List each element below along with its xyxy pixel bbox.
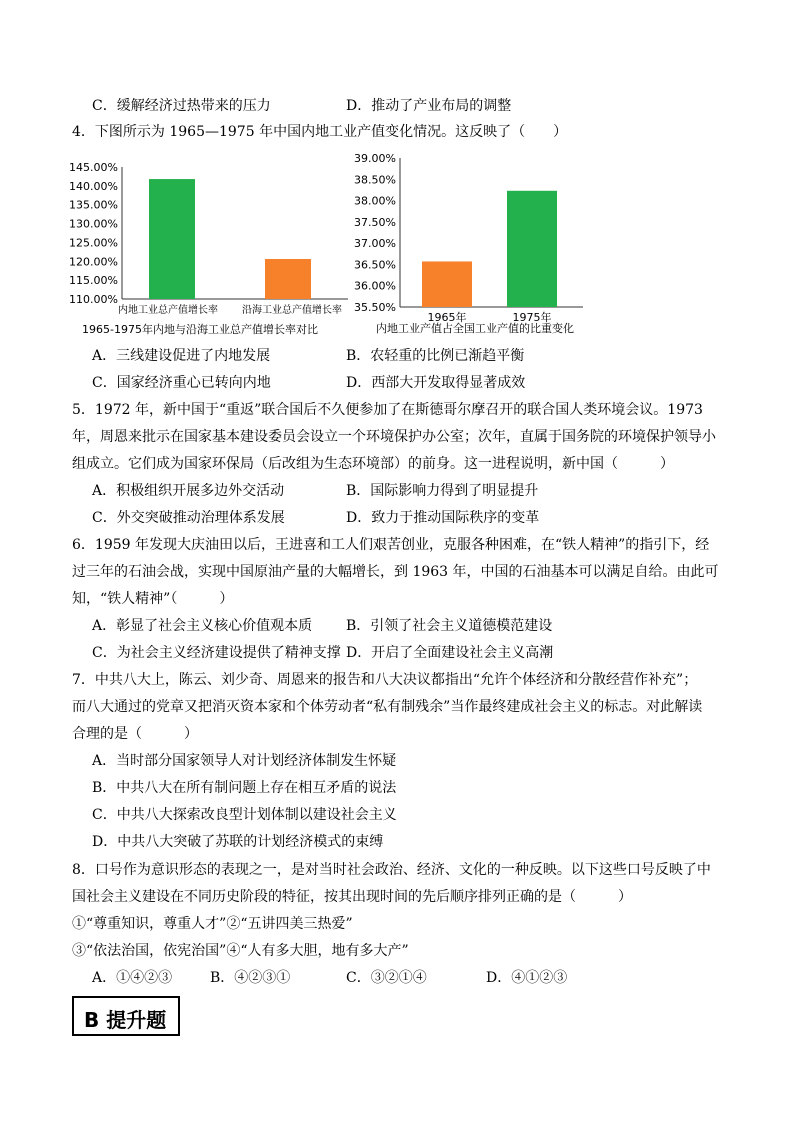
chart-left	[60, 150, 350, 340]
y-tick-label: 37.00%	[354, 237, 396, 251]
y-tick-label: 36.00%	[354, 279, 396, 293]
q8-line-2: 国社会主义建设在不同历史阶段的特征，按其出现时间的先后顺序排列正确的是（ ）	[72, 889, 632, 905]
q6-option-d: D．开启了全面建设社会主义高潮	[346, 645, 554, 661]
q7-line-2: 而八大通过的党章又把消灭资本家和个体劳动者“私有制残余”当作最终建成社会主义的标志。对此解读	[72, 699, 703, 715]
q8-option-d: D．④①②③	[486, 970, 568, 986]
bar	[149, 179, 195, 299]
y-tick-label: 39.00%	[354, 152, 396, 165]
q5-line-2: 年，周恩来批示在国家基本建设委员会设立一个环境保护办公室；次年，直属于国务院的环境保护领导小	[72, 429, 716, 445]
y-tick-label: 115.00%	[69, 274, 118, 288]
y-tick-label: 37.50%	[354, 215, 396, 229]
q6-line-1: 6．1959 年发现大庆油田以后，王进喜和工人们艰苦创业，克服各种困难，在“铁人精神”的指引下，经	[72, 537, 710, 553]
q5-option-d: D．致力于推动国际秩序的变革	[346, 510, 540, 526]
y-tick-label: 125.00%	[69, 236, 118, 250]
q7-option-d: D．中共八大突破了苏联的计划经济模式的束缚	[92, 834, 384, 850]
q5-line-3: 组成立。它们成为国家环保局（后改组为生态环境部）的前身。这一进程说明，新中国（ ）	[72, 456, 674, 472]
y-tick-label: 145.00%	[69, 161, 118, 174]
q6-option-b: B．引领了社会主义道德模范建设	[346, 618, 553, 634]
q7-option-b: B．中共八大在所有制问题上存在相互矛盾的说法	[92, 780, 397, 796]
q7-line-3: 合理的是（ ）	[72, 726, 198, 742]
chart-title: 1965-1975年内地与沿海工业总产值增长率对比	[82, 323, 318, 336]
q6-option-c: C．为社会主义经济建设提供了精神支撑	[92, 645, 341, 661]
x-category-label: 内地工业总产值增长率	[118, 305, 218, 316]
y-tick-label: 130.00%	[69, 217, 118, 231]
section-b-heading: B 提升题	[84, 1008, 167, 1032]
q3-option-d: D．推动了产业布局的调整	[346, 98, 512, 114]
x-category-label: 1975年	[512, 311, 552, 324]
bar	[507, 191, 557, 307]
q4-option-b: B．农轻重的比例已渐趋平衡	[346, 348, 525, 364]
section-b-heading-box	[72, 996, 180, 1036]
q3-option-c: C．缓解经济过热带来的压力	[92, 98, 271, 114]
x-category-label: 沿海工业总产值增长率	[242, 305, 342, 316]
y-tick-label: 36.50%	[354, 258, 396, 272]
q6-line-3: 知，“铁人精神”（ ）	[72, 591, 234, 607]
q8-line-3: ①“尊重知识，尊重人才”②“五讲四美三热爱”	[72, 916, 353, 932]
y-tick-label: 38.00%	[354, 194, 396, 208]
chart-title: 内地工业产值占全国工业产值的比重变化	[376, 322, 574, 335]
q5-option-c: C．外交突破推动治理体系发展	[92, 510, 285, 526]
bar	[265, 259, 311, 299]
x-category-label: 1965年	[427, 311, 467, 324]
q7-line-1: 7．中共八大上，陈云、刘少奇、周恩来的报告和八大决议都指出“允许个体经济和分散经营作补充”；	[72, 672, 698, 688]
q7-option-c: C．中共八大探索改良型计划体制以建设社会主义	[92, 807, 397, 823]
q8-line-4: ③“依法治国，依宪治国”④“人有多大胆，地有多大产”	[72, 943, 409, 959]
q4-option-c: C．国家经济重心已转向内地	[92, 375, 271, 391]
q5-option-a: A．积极组织开展多边外交活动	[92, 483, 285, 499]
q8-option-c: C．③②①④	[346, 970, 427, 986]
chart-right	[340, 145, 600, 335]
q8-option-a: A．①④②③	[92, 970, 173, 986]
y-tick-label: 135.00%	[69, 198, 118, 212]
q4-option-d: D．西部大开发取得显著成效	[346, 375, 526, 391]
y-tick-label: 120.00%	[69, 255, 118, 269]
q6-line-2: 过三年的石油会战，实现中国原油产量的大幅增长，到 1963 年，中国的石油基本可以满足自给。由此可	[72, 564, 719, 580]
q6-option-a: A．彰显了社会主义核心价值观本质	[92, 618, 313, 634]
q8-line-1: 8．口号作为意识形态的表现之一，是对当时社会政治、经济、文化的一种反映。以下这些口号反映了中	[72, 862, 711, 878]
y-tick-label: 140.00%	[69, 179, 118, 193]
y-tick-label: 35.50%	[354, 301, 396, 314]
q4-stem: 4．下图所示为 1965—1975 年中国内地工业产值变化情况。这反映了（ ）	[72, 124, 568, 140]
y-tick-label: 38.50%	[354, 173, 396, 187]
q5-line-1: 5．1972 年，新中国于“重返”联合国后不久便参加了在斯德哥尔摩召开的联合国人类环境会议。1973	[72, 402, 703, 418]
q7-option-a: A．当时部分国家领导人对计划经济体制发生怀疑	[92, 753, 397, 769]
q8-option-b: B．④②③①	[210, 970, 291, 986]
bar	[422, 261, 472, 307]
y-tick-label: 110.00%	[69, 293, 118, 306]
q4-option-a: A．三线建设促进了内地发展	[92, 348, 271, 364]
q5-option-b: B．国际影响力得到了明显提升	[346, 483, 539, 499]
